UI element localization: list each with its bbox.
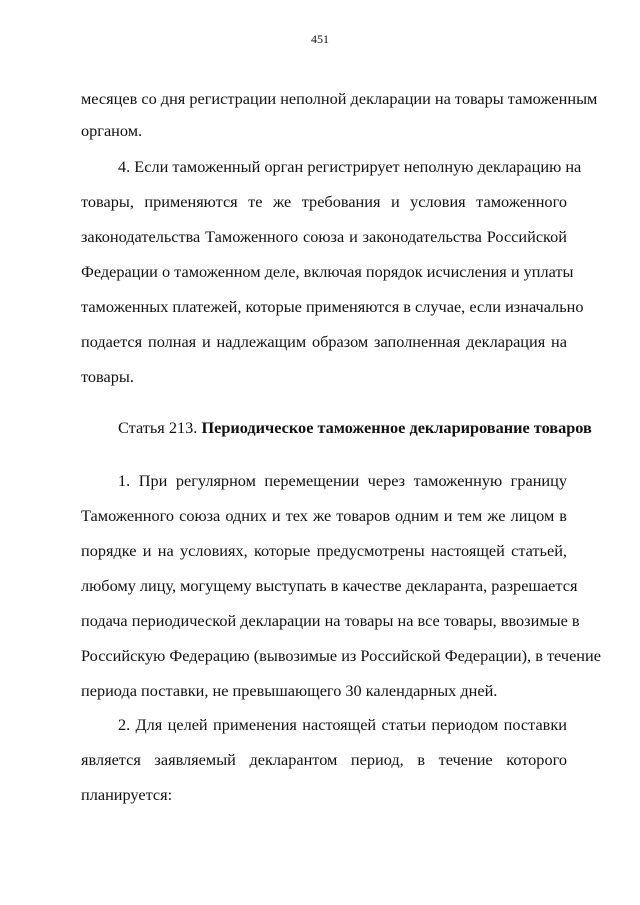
text-line: Таможенного союза одних и тех же товаров одним и тем же лицом в — [81, 506, 567, 525]
page-number: 451 — [311, 32, 329, 46]
text-line: товары, применяются те же требования и условия таможенного — [81, 192, 567, 211]
article-heading — [118, 417, 592, 439]
text-line: является заявляемый декларантом период, в течение которого — [81, 750, 567, 769]
article-number: Статья 213. — [118, 418, 198, 437]
text-line: периода поставки, не превышающего 30 календарных дней. — [81, 681, 498, 700]
text-line: подается полная и надлежащим образом заполненная декларация на — [81, 332, 567, 351]
text-line: товары. — [81, 367, 134, 386]
text-line: месяцев со дня регистрации неполной декларации на товары таможенным — [81, 89, 598, 108]
text-line: органом. — [81, 121, 143, 140]
text-line: Российскую Федерацию (вывозимые из Российской Федерации), в течение — [81, 646, 601, 665]
text-line: 1. При регулярном перемещении через таможенную границу — [118, 471, 567, 490]
text-line: законодательства Таможенного союза и законодательства Российской — [81, 227, 567, 246]
text-line: любому лицу, могущему выступать в качестве декларанта, разрешается — [81, 576, 578, 595]
article-title: Периодическое таможенное декларирование товаров — [201, 418, 592, 437]
text-line: порядке и на условиях, которые предусмотрены настоящей статьей, — [81, 541, 567, 560]
text-line: таможенных платежей, которые применяются в случае, если изначально — [81, 297, 584, 316]
text-line: планируется: — [81, 785, 173, 804]
text-line: 2. Для целей применения настоящей статьи периодом поставки — [118, 715, 567, 734]
text-line: 4. Если таможенный орган регистрирует неполную декларацию на — [118, 157, 582, 176]
text-line: подача периодической декларации на товары на все товары, ввозимые в — [81, 611, 580, 630]
text-line: Федерации о таможенном деле, включая порядок исчисления и уплаты — [81, 262, 574, 281]
